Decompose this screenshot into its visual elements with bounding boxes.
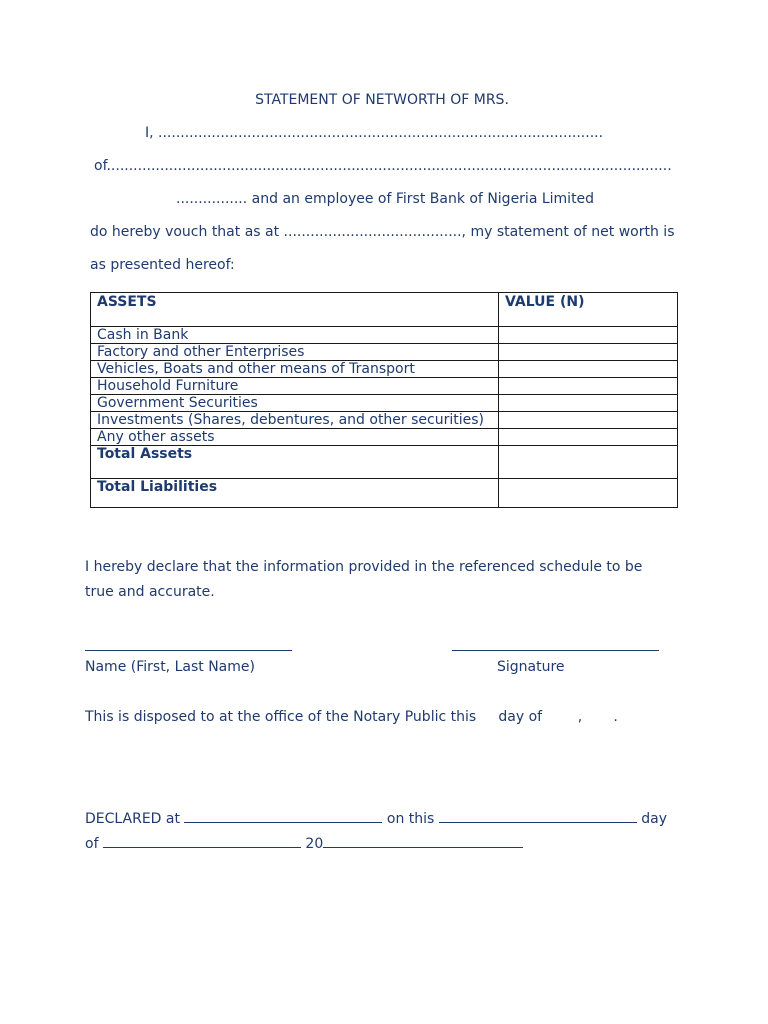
day-label: day <box>641 811 667 827</box>
declared-year-blank[interactable] <box>323 833 523 848</box>
table-header-row <box>91 293 678 327</box>
of-label: of <box>85 836 99 852</box>
asset-label: Cash in Bank <box>91 327 499 344</box>
declared-place-blank[interactable] <box>184 808 382 823</box>
asset-label: Government Securities <box>91 395 499 412</box>
value-column-header: VALUE (N) <box>499 293 678 327</box>
page-title: STATEMENT OF NETWORTH OF MRS. <box>255 92 509 108</box>
employer-line: ................ and an employee of First Bank of Nigeria Limited <box>176 191 595 207</box>
signature-label: Signature <box>497 659 565 675</box>
declarant-address-line: of............................................................................................................................... <box>94 158 672 174</box>
table-row <box>91 344 678 361</box>
vouch-line: do hereby vouch that as at ........................................, my statement of net worth is <box>90 224 675 240</box>
asset-value-cell[interactable] <box>499 429 678 446</box>
declaration-text-line-1: I hereby declare that the information provided in the referenced schedule to be <box>85 559 643 575</box>
asset-value-cell[interactable] <box>499 327 678 344</box>
asset-value-cell[interactable] <box>499 344 678 361</box>
name-label: Name (First, Last Name) <box>85 659 255 675</box>
declarant-name-line: I, .................................................................................................... <box>145 125 604 141</box>
notary-statement: This is disposed to at the office of the Notary Public this day of , . <box>85 709 618 725</box>
asset-value-cell[interactable] <box>499 412 678 429</box>
asset-value-cell[interactable] <box>499 361 678 378</box>
table-row <box>91 395 678 412</box>
asset-value-cell[interactable] <box>499 395 678 412</box>
asset-value-cell[interactable] <box>499 378 678 395</box>
assets-column-header: ASSETS <box>91 293 499 327</box>
asset-label: Vehicles, Boats and other means of Transport <box>91 361 499 378</box>
asset-label: Factory and other Enterprises <box>91 344 499 361</box>
signature-line[interactable] <box>452 650 659 651</box>
on-this-label: on this <box>386 811 435 827</box>
table-row <box>91 327 678 344</box>
declared-at-label: DECLARED at <box>85 811 180 827</box>
total-liabilities-row <box>91 479 678 508</box>
table-row <box>91 361 678 378</box>
table-row <box>91 412 678 429</box>
asset-label: Investments (Shares, debentures, and other securities) <box>91 412 499 429</box>
assets-table <box>90 292 678 508</box>
declared-month-blank[interactable] <box>103 833 301 848</box>
total-assets-value-cell[interactable] <box>499 446 678 479</box>
total-liabilities-label: Total Liabilities <box>91 479 499 508</box>
declared-day-blank[interactable] <box>439 808 637 823</box>
declaration-text-line-2: true and accurate. <box>85 584 215 600</box>
total-assets-label: Total Assets <box>91 446 499 479</box>
total-assets-row <box>91 446 678 479</box>
table-row <box>91 429 678 446</box>
declared-line-2 <box>85 833 523 852</box>
table-row <box>91 378 678 395</box>
name-signature-line[interactable] <box>85 650 292 651</box>
presented-line: as presented hereof: <box>90 257 235 273</box>
asset-label: Household Furniture <box>91 378 499 395</box>
asset-label: Any other assets <box>91 429 499 446</box>
declared-line-1 <box>85 808 667 827</box>
total-liabilities-value-cell[interactable] <box>499 479 678 508</box>
year-prefix: 20 <box>305 836 324 852</box>
